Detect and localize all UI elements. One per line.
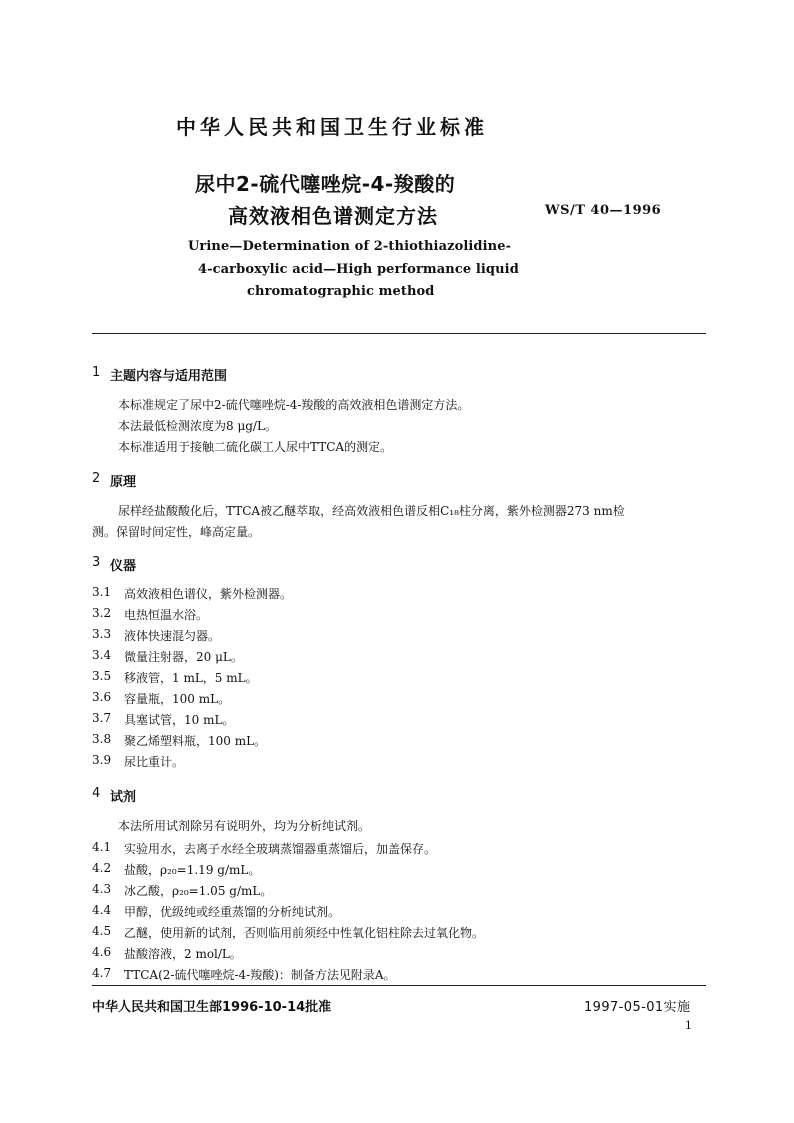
section-1-paragraph-3: 本标准适用于接触二硫化碳工人尿中TTCA的测定。 [118,440,393,454]
section-4-number: 4 [92,786,101,801]
section-2-number: 2 [92,471,101,486]
section-3-title: 仪器 [110,559,137,574]
section-4-item-text: 实验用水，去离子水经全玻璃蒸馏器重蒸馏后，加盖保存。 [124,842,437,856]
section-3-item-number: 3.6 [92,690,112,704]
section-3-item-number: 3.4 [92,648,112,662]
section-3-item-number: 3.1 [92,585,112,599]
section-4-item-number: 4.3 [92,882,112,896]
implementation-date: 1997-05-01实施 [584,1000,691,1015]
section-4-item-number: 4.2 [92,861,112,875]
document-title-line-2: 高效液相色谱测定方法 [228,204,438,228]
section-3-item-text: 容量瓶，100 mL。 [124,692,231,706]
section-3-item-number: 3.7 [92,711,112,725]
section-3-item-text: 电热恒温水浴。 [124,608,209,622]
document-title-line-1: 尿中2-硫代噻唑烷-4-羧酸的 [195,172,456,196]
english-title-line-1: Urine—Determination of 2-thiothiazolidine- [188,239,512,254]
section-3-item-number: 3.2 [92,606,112,620]
section-3-item-text: 聚乙烯塑料瓶，100 mL。 [124,734,267,748]
section-4-item-number: 4.7 [92,966,112,980]
section-3-item-text: 尿比重计。 [124,755,185,769]
section-4-item-text: 冰乙酸，ρ₂₀=1.05 g/mL。 [124,884,273,898]
section-1-paragraph-2: 本法最低检测浓度为8 μg/L。 [118,419,277,433]
section-3-item-text: 移液管，1 mL，5 mL。 [124,671,258,685]
section-3-item-text: 液体快速混匀器。 [124,629,221,643]
approval-line: 中华人民共和国卫生部1996-10-14批准 [92,1000,332,1015]
section-4-item-text: 乙醚，使用新的试剂，否则临用前须经中性氧化铝柱除去过氧化物。 [124,926,485,940]
english-title-line-2: 4-carboxylic acid—High performance liquid [198,262,519,277]
section-4-item-text: 甲醇，优级纯或经重蒸馏的分析纯试剂。 [124,905,341,919]
section-3-item-text: 微量注射器，20 μL。 [124,650,243,664]
section-2-paragraph-line-2: 测。保留时间定性，峰高定量。 [92,525,261,539]
section-3-item-number: 3.9 [92,753,112,767]
header-divider [92,333,706,334]
section-2-paragraph-line-1: 尿样经盐酸酸化后，TTCA被乙醚萃取，经高效液相色谱反相C₁₈柱分离，紫外检测器273 nm检 [118,504,625,518]
section-4-item-number: 4.5 [92,924,112,938]
standard-code: WS/T 40—1996 [545,203,662,218]
section-3-item-text: 高效液相色谱仪，紫外检测器。 [124,587,293,601]
section-4-item-text: TTCA(2-硫代噻唑烷-4-羧酸)：制备方法见附录A。 [124,968,396,982]
section-4-item-number: 4.6 [92,945,112,959]
section-4-item-text: 盐酸溶液，2 mol/L。 [124,947,242,961]
section-1-title: 主题内容与适用范围 [110,369,228,384]
english-title-line-3: chromatographic method [247,284,435,299]
standard-type-heading: 中华人民共和国卫生行业标准 [176,115,488,139]
section-4-item-number: 4.4 [92,903,112,917]
section-1-paragraph-1: 本标准规定了尿中2-硫代噻唑烷-4-羧酸的高效液相色谱测定方法。 [118,398,470,412]
section-3-item-text: 具塞试管，10 mL。 [124,713,235,727]
section-1-number: 1 [92,365,101,380]
section-3-item-number: 3.3 [92,627,112,641]
section-4-item-number: 4.1 [92,840,112,854]
section-4-intro: 本法所用试剂除另有说明外，均为分析纯试剂。 [118,819,371,833]
section-4-title: 试剂 [110,790,137,805]
section-3-number: 3 [92,555,101,570]
section-2-title: 原理 [110,475,137,490]
section-3-item-number: 3.8 [92,732,112,746]
section-3-item-number: 3.5 [92,669,112,683]
page-number: 1 [685,1019,692,1032]
footer-divider [92,985,706,986]
section-4-item-text: 盐酸，ρ₂₀=1.19 g/mL。 [124,863,261,877]
